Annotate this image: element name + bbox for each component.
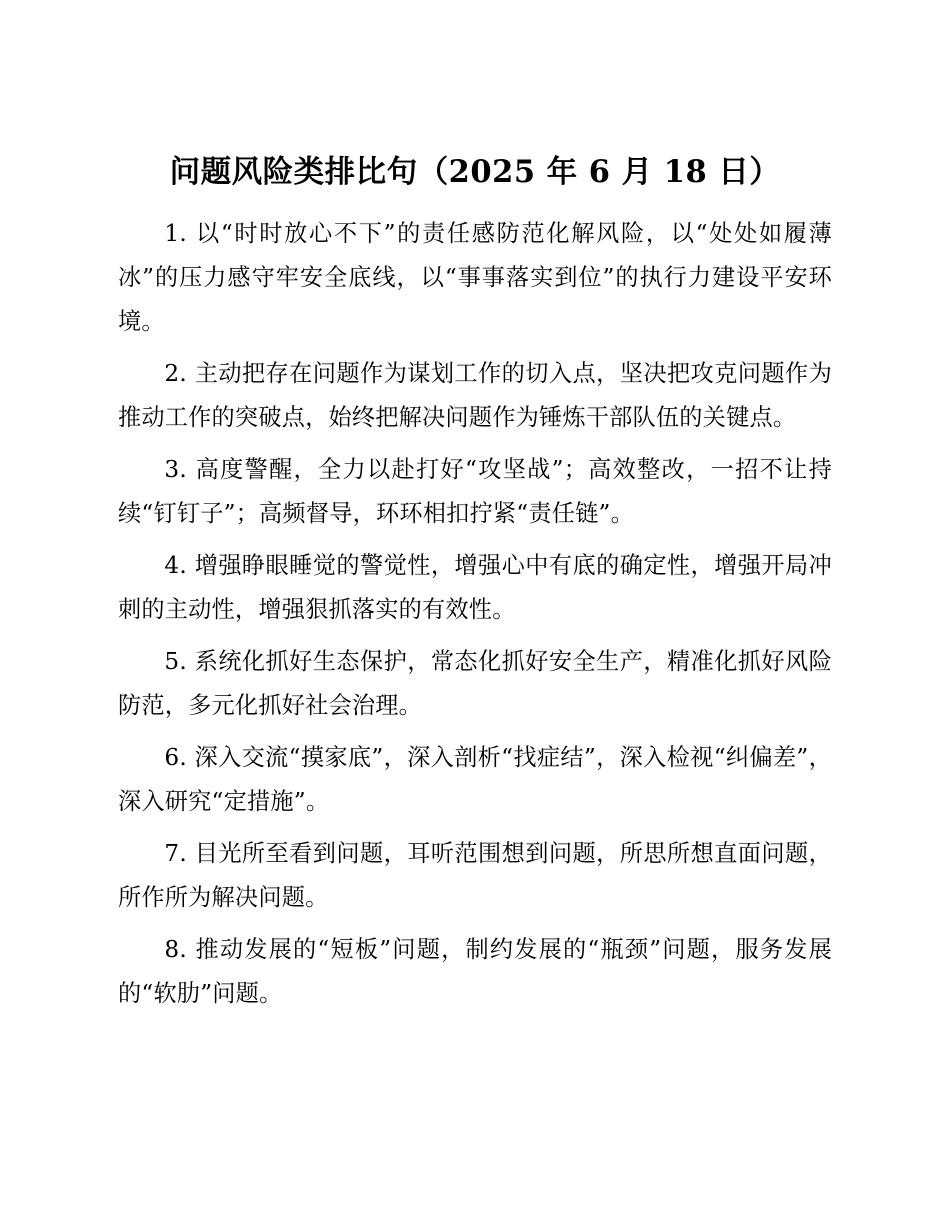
paragraph-6: 6. 深入交流“摸家底”，深入剖析“找症结”，深入检视“纠偏差”，深入研究“定措施”。 xyxy=(118,743,832,815)
paragraph-1: 1. 以“时时放心不下”的责任感防范化解风险，以“处处如履薄冰”的压力感守牢安全底线，以“事事落实到位”的执行力建设平安环境。 xyxy=(118,219,832,335)
document-body xyxy=(118,212,832,1016)
page-title: 问题风险类排比句（2025 年 6 月 18 日） xyxy=(169,154,781,190)
paragraph-7: 7. 目光所至看到问题，耳听范围想到问题，所思所想直面问题，所作所为解决问题。 xyxy=(118,839,832,911)
paragraph-8: 8. 推动发展的“短板”问题，制约发展的“瓶颈”问题，服务发展的“软肋”问题。 xyxy=(118,935,832,1007)
paragraph-3: 3. 高度警醒，全力以赴打好“攻坚战”；高效整改，一招不让持续“钉钉子”；高频督导，环环相扣拧紧“责任链”。 xyxy=(118,455,832,527)
paragraph-5: 5. 系统化抓好生态保护，常态化抓好安全生产，精准化抓好风险防范，多元化抓好社会治理。 xyxy=(118,647,832,719)
paragraph-2: 2. 主动把存在问题作为谋划工作的切入点，坚决把攻克问题作为推动工作的突破点，始终把解决问题作为锤炼干部队伍的关键点。 xyxy=(118,359,832,431)
paragraph-4: 4. 增强睁眼睡觉的警觉性，增强心中有底的确定性，增强开局冲刺的主动性，增强狠抓落实的有效性。 xyxy=(118,551,832,623)
